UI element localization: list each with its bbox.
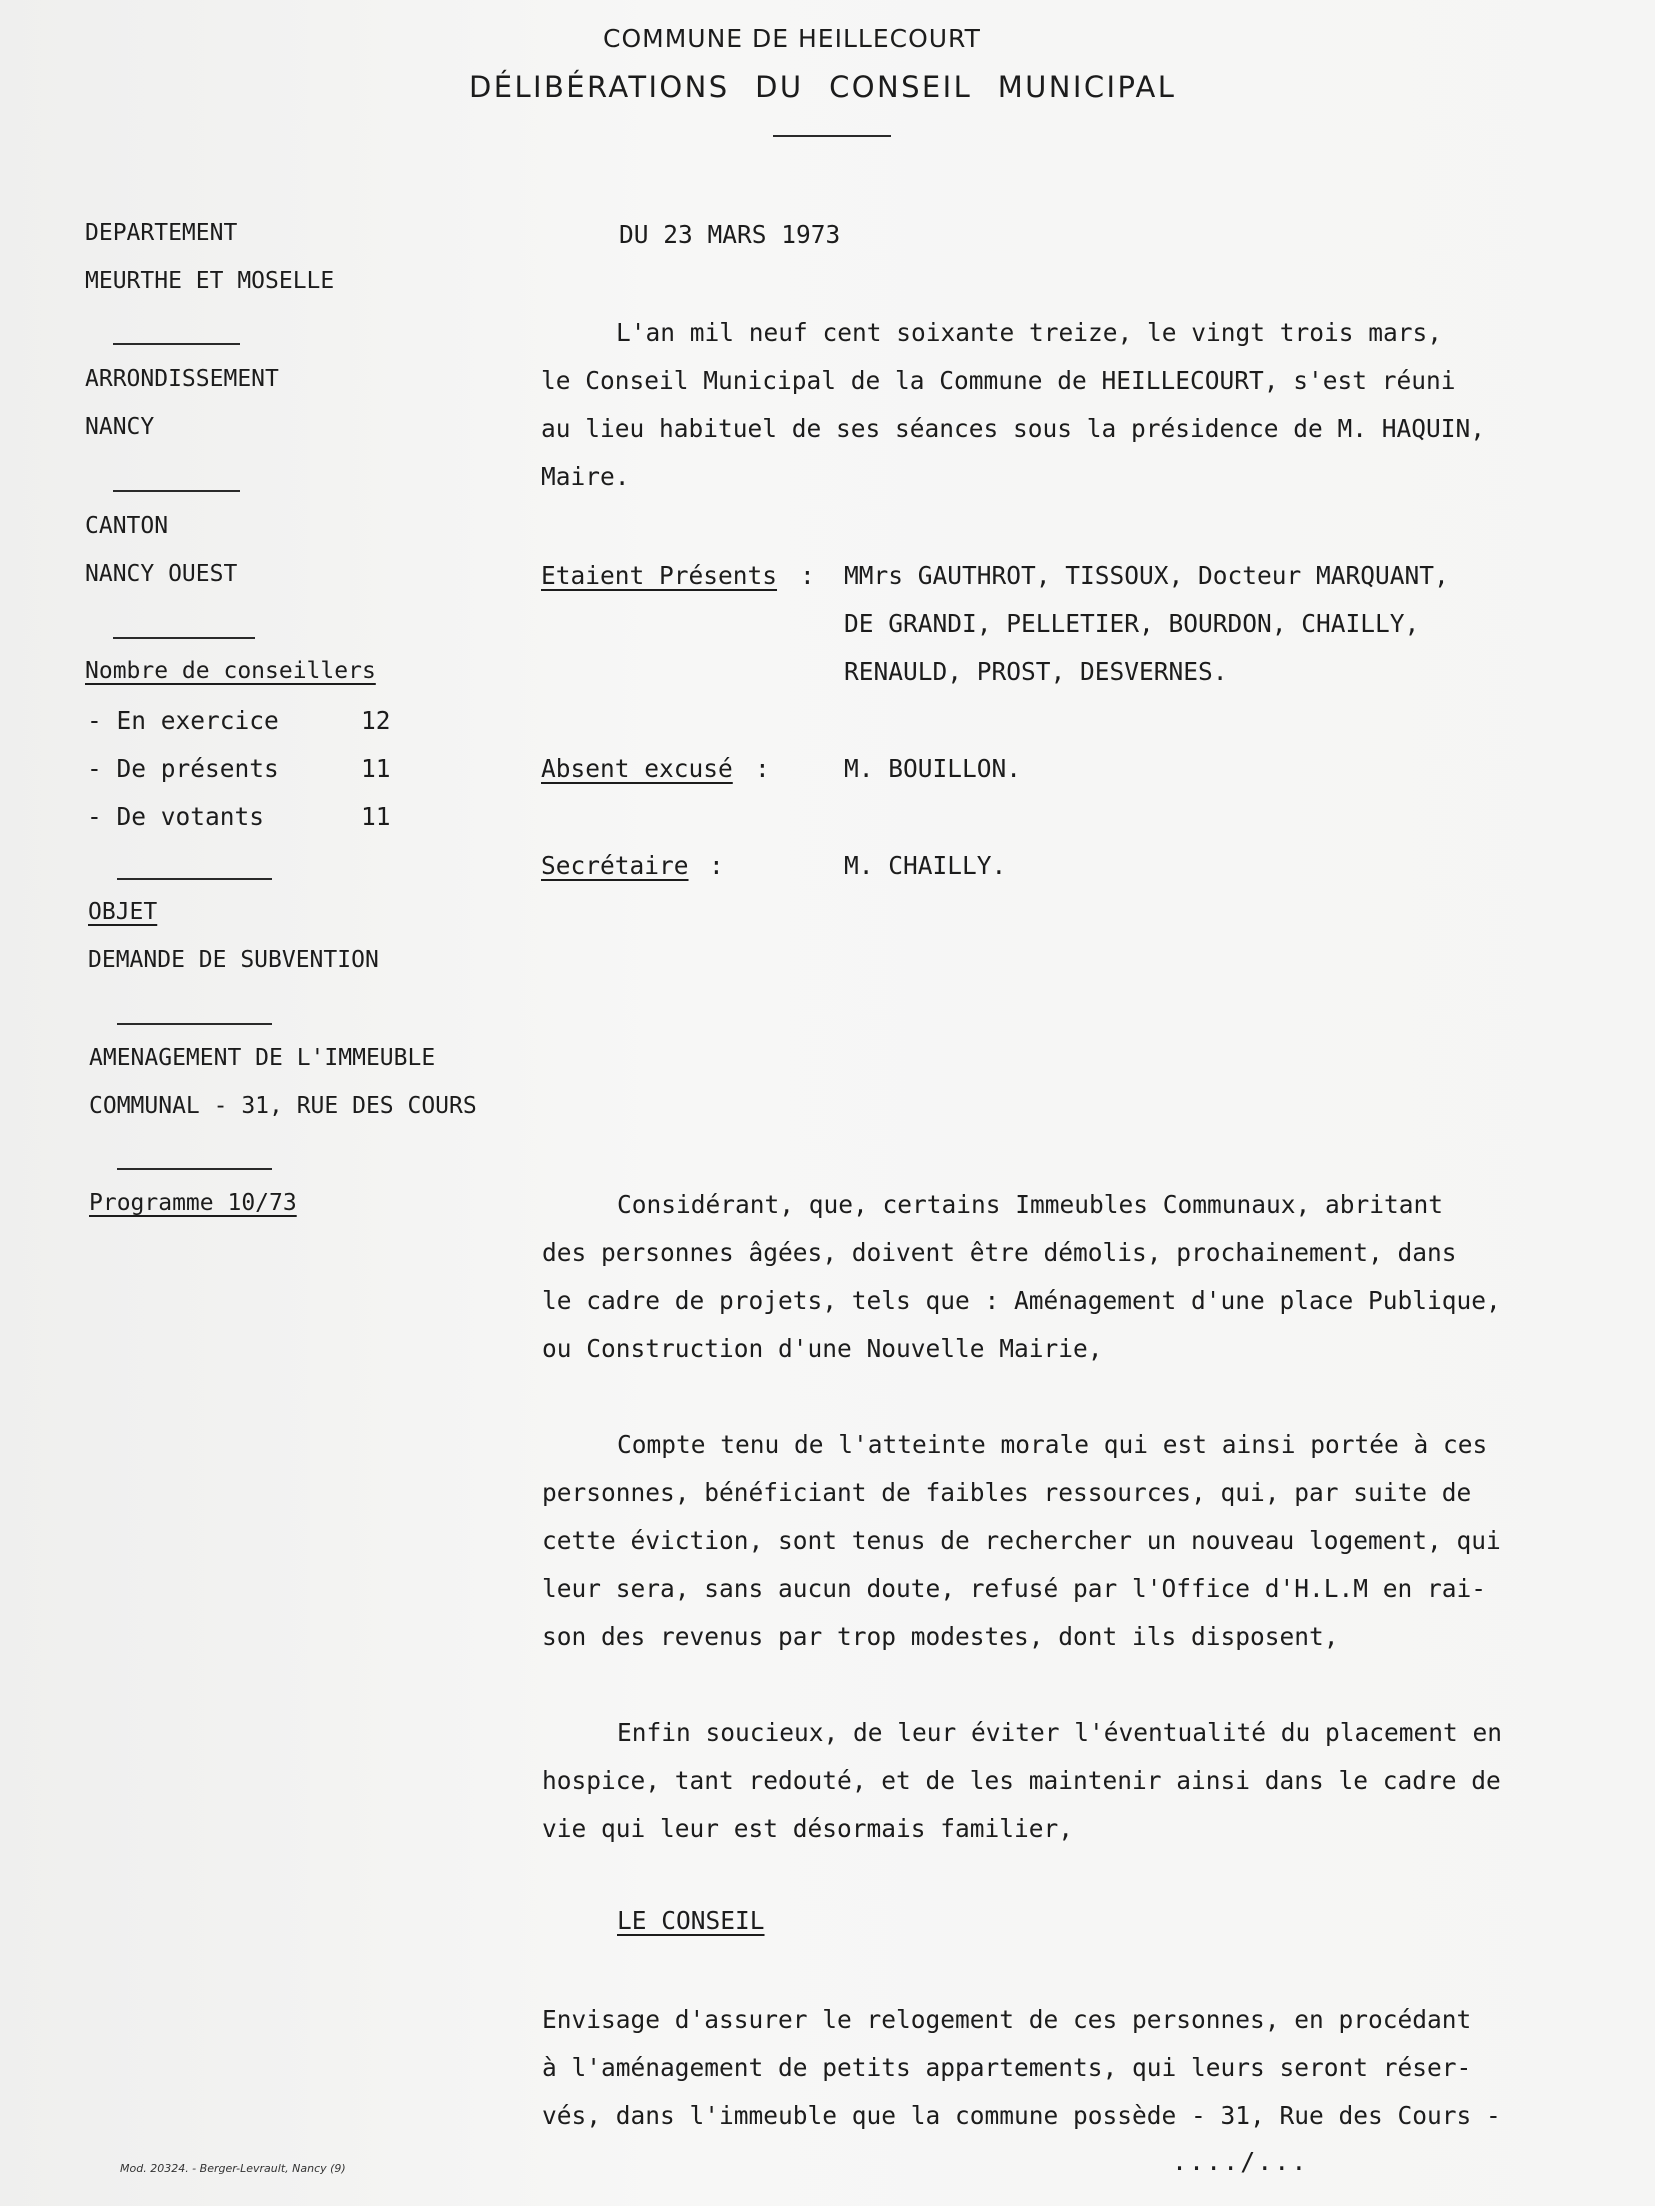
canton-value: NANCY OUEST — [85, 561, 238, 587]
paragraph-line: Envisage d'assurer le relogement de ces personnes, en procédant — [542, 2005, 1472, 2034]
sidebar-divider — [113, 490, 240, 492]
secretaire-colon: : — [709, 851, 724, 880]
document-title: DÉLIBÉRATIONS DU CONSEIL MUNICIPAL — [469, 70, 1177, 104]
count-value: 11 — [361, 754, 391, 783]
paragraph-line: ou Construction d'une Nouvelle Mairie, — [542, 1334, 1103, 1363]
paragraph-line: leur sera, sans aucun doute, refusé par l'Office d'H.L.M en rai- — [542, 1574, 1487, 1603]
title-divider — [773, 135, 891, 137]
presents-line: MMrs GAUTHROT, TISSOUX, Docteur MARQUANT, — [844, 561, 1449, 590]
absent-value: M. BOUILLON. — [844, 754, 1022, 783]
arrondissement-value: NANCY — [85, 414, 155, 440]
count-value: 12 — [361, 706, 391, 735]
sidebar-divider — [117, 878, 272, 880]
count-value: 11 — [361, 802, 391, 831]
amenagement-line: COMMUNAL - 31, RUE DES COURS — [89, 1093, 477, 1119]
absent-colon: : — [755, 754, 770, 783]
count-label: - De présents — [87, 754, 279, 783]
absent-label: Absent excusé — [541, 754, 733, 783]
secretaire-value: M. CHAILLY. — [844, 851, 1007, 880]
paragraph-line: le cadre de projets, tels que : Aménagement d'une place Publique, — [542, 1286, 1501, 1315]
paragraph-line: des personnes âgées, doivent être démolis, prochainement, dans — [542, 1238, 1457, 1267]
continuation-mark: ..../... — [1172, 2147, 1309, 2176]
meeting-date: DU 23 MARS 1973 — [619, 220, 841, 249]
paragraph-line: Considérant, que, certains Immeubles Communaux, abritant — [617, 1190, 1444, 1219]
conseil-heading: LE CONSEIL — [617, 1906, 765, 1935]
canton-label: CANTON — [85, 513, 169, 539]
printer-imprint: Mod. 20324. - Berger-Levrault, Nancy (9) — [120, 2162, 346, 2175]
intro-line: le Conseil Municipal de la Commune de HEILLECOURT, s'est réuni — [541, 366, 1456, 395]
intro-line: Maire. — [541, 462, 630, 491]
presents-line: RENAULD, PROST, DESVERNES. — [844, 657, 1228, 686]
presents-label: Etaient Présents — [541, 561, 778, 590]
paragraph-line: cette éviction, sont tenus de rechercher un nouveau logement, qui — [542, 1526, 1501, 1555]
programme-reference: Programme 10/73 — [89, 1190, 297, 1216]
count-label: - En exercice — [87, 706, 279, 735]
secretaire-label: Secrétaire — [541, 851, 689, 880]
intro-line: L'an mil neuf cent soixante treize, le vingt trois mars, — [616, 318, 1443, 347]
sidebar-divider — [113, 637, 255, 639]
conseillers-label: Nombre de conseillers — [85, 658, 376, 684]
sidebar-divider — [113, 343, 240, 345]
departement-label: DEPARTEMENT — [85, 220, 238, 246]
sidebar-divider — [117, 1168, 272, 1170]
paragraph-line: son des revenus par trop modestes, dont ils disposent, — [542, 1622, 1339, 1651]
paragraph-line: Compte tenu de l'atteinte morale qui est ainsi portée à ces — [617, 1430, 1488, 1459]
intro-line: au lieu habituel de ses séances sous la présidence de M. HAQUIN, — [541, 414, 1486, 443]
presents-colon: : — [800, 561, 815, 590]
paragraph-line: vés, dans l'immeuble que la commune possède - 31, Rue des Cours - — [542, 2101, 1501, 2130]
paragraph-line: à l'aménagement de petits appartements, qui leurs seront réser- — [542, 2053, 1472, 2082]
departement-value: MEURTHE ET MOSELLE — [85, 268, 335, 294]
commune-name: COMMUNE DE HEILLECOURT — [603, 24, 981, 53]
presents-line: DE GRANDI, PELLETIER, BOURDON, CHAILLY, — [844, 609, 1420, 638]
paragraph-line: Enfin soucieux, de leur éviter l'éventualité du placement en — [617, 1718, 1503, 1747]
objet-label: OBJET — [88, 899, 158, 925]
objet-value: DEMANDE DE SUBVENTION — [88, 947, 379, 973]
paragraph-line: hospice, tant redouté, et de les maintenir ainsi dans le cadre de — [542, 1766, 1501, 1795]
count-label: - De votants — [87, 802, 265, 831]
paragraph-line: vie qui leur est désormais familier, — [542, 1814, 1074, 1843]
amenagement-line: AMENAGEMENT DE L'IMMEUBLE — [89, 1045, 436, 1071]
paragraph-line: personnes, bénéficiant de faibles ressources, qui, par suite de — [542, 1478, 1472, 1507]
sidebar-divider — [117, 1023, 272, 1025]
arrondissement-label: ARRONDISSEMENT — [85, 366, 279, 392]
